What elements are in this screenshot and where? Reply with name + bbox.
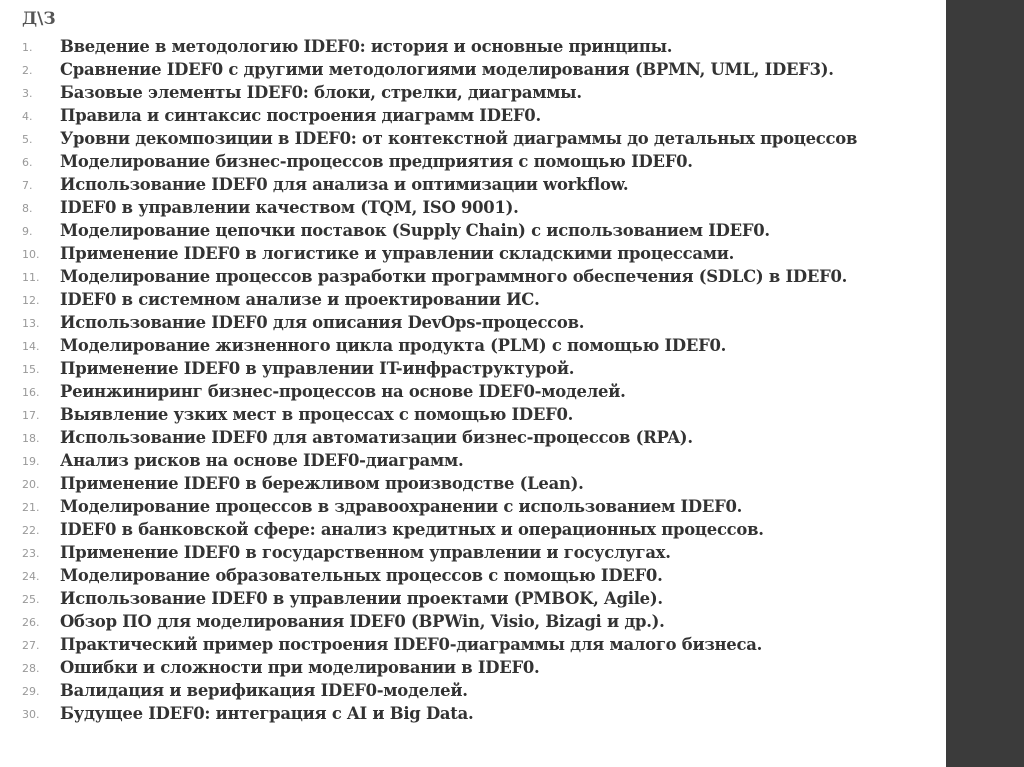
list-item xyxy=(22,703,934,726)
list-item xyxy=(22,404,934,427)
list-item-text: Применение IDEF0 в государственном управлении и госуслугах. xyxy=(60,543,671,562)
list-item-number: 30. xyxy=(22,708,40,721)
list-item-text: Сравнение IDEF0 с другими методологиями моделирования (BPMN, UML, IDEF3). xyxy=(60,60,834,79)
list-item-number: 20. xyxy=(22,478,40,491)
list-item-number: 11. xyxy=(22,271,40,284)
list-item-number: 19. xyxy=(22,455,40,468)
list-item-text: IDEF0 в управлении качеством (TQM, ISO 9001). xyxy=(60,198,519,217)
list-item xyxy=(22,588,934,611)
list-item-text: Валидация и верификация IDEF0-моделей. xyxy=(60,681,468,700)
list-item-number: 3. xyxy=(22,87,33,100)
list-item-text: Ошибки и сложности при моделировании в IDEF0. xyxy=(60,658,540,677)
list-item-number: 2. xyxy=(22,64,33,77)
list-item-text: Моделирование цепочки поставок (Supply Chain) с использованием IDEF0. xyxy=(60,221,770,240)
list-item xyxy=(22,473,934,496)
list-item-number: 16. xyxy=(22,386,40,399)
topic-list xyxy=(22,36,934,726)
list-item-number: 29. xyxy=(22,685,40,698)
list-item xyxy=(22,381,934,404)
list-item-text: Моделирование образовательных процессов с помощью IDEF0. xyxy=(60,566,663,585)
list-item-text: Моделирование жизненного цикла продукта (PLM) с помощью IDEF0. xyxy=(60,336,727,355)
list-item xyxy=(22,82,934,105)
list-item xyxy=(22,266,934,289)
list-item-text: Использование IDEF0 для автоматизации бизнес-процессов (RPA). xyxy=(60,428,693,447)
list-item xyxy=(22,565,934,588)
list-item-number: 12. xyxy=(22,294,40,307)
list-item xyxy=(22,289,934,312)
list-item-number: 1. xyxy=(22,41,33,54)
list-item-text: Базовые элементы IDEF0: блоки, стрелки, диаграммы. xyxy=(60,83,582,102)
list-item xyxy=(22,174,934,197)
list-item-number: 27. xyxy=(22,639,40,652)
list-item-text: Моделирование процессов в здравоохранении с использованием IDEF0. xyxy=(60,497,743,516)
list-item-number: 9. xyxy=(22,225,33,238)
list-item xyxy=(22,542,934,565)
list-item-text: Применение IDEF0 в управлении IT-инфраструктурой. xyxy=(60,359,575,378)
list-item-text: Реинжиниринг бизнес-процессов на основе IDEF0-моделей. xyxy=(60,382,626,401)
list-item xyxy=(22,312,934,335)
list-item-number: 5. xyxy=(22,133,33,146)
list-item-text: IDEF0 в банковской сфере: анализ кредитных и операционных процессов. xyxy=(60,520,764,539)
list-item-text: Использование IDEF0 в управлении проектами (PMBOK, Agile). xyxy=(60,589,663,608)
list-item xyxy=(22,220,934,243)
list-item-text: Применение IDEF0 в бережливом производстве (Lean). xyxy=(60,474,584,493)
list-item-text: Практический пример построения IDEF0-диаграммы для малого бизнеса. xyxy=(60,635,763,654)
list-item xyxy=(22,657,934,680)
list-item-text: Обзор ПО для моделирования IDEF0 (BPWin, Visio, Bizagi и др.). xyxy=(60,612,665,631)
list-item-number: 21. xyxy=(22,501,40,514)
list-item xyxy=(22,36,934,59)
list-item xyxy=(22,59,934,82)
list-item-number: 15. xyxy=(22,363,40,376)
list-item xyxy=(22,634,934,657)
list-item-text: Использование IDEF0 для анализа и оптимизации workflow. xyxy=(60,175,629,194)
list-item xyxy=(22,105,934,128)
list-item-number: 6. xyxy=(22,156,33,169)
list-item xyxy=(22,197,934,220)
list-item xyxy=(22,611,934,634)
list-item-text: Использование IDEF0 для описания DevOps-процессов. xyxy=(60,313,585,332)
list-item-text: Моделирование процессов разработки программного обеспечения (SDLC) в IDEF0. xyxy=(60,267,848,286)
list-item xyxy=(22,496,934,519)
list-item-text: Будущее IDEF0: интеграция с AI и Big Data. xyxy=(60,704,474,723)
list-item-number: 25. xyxy=(22,593,40,606)
list-item-number: 13. xyxy=(22,317,40,330)
list-item xyxy=(22,680,934,703)
list-item-number: 24. xyxy=(22,570,40,583)
list-item-number: 23. xyxy=(22,547,40,560)
list-item-text: Выявление узких мест в процессах с помощью IDEF0. xyxy=(60,405,574,424)
list-item xyxy=(22,243,934,266)
list-item-number: 14. xyxy=(22,340,40,353)
list-item xyxy=(22,151,934,174)
list-item xyxy=(22,427,934,450)
list-item-number: 17. xyxy=(22,409,40,422)
list-item-text: Правила и синтаксис построения диаграмм IDEF0. xyxy=(60,106,541,125)
list-item-number: 7. xyxy=(22,179,33,192)
list-item-number: 22. xyxy=(22,524,40,537)
list-item-number: 8. xyxy=(22,202,33,215)
list-item xyxy=(22,450,934,473)
list-item-number: 26. xyxy=(22,616,40,629)
list-item xyxy=(22,358,934,381)
list-item-number: 4. xyxy=(22,110,33,123)
list-item-text: Применение IDEF0 в логистике и управлении складскими процессами. xyxy=(60,244,735,263)
list-item-number: 18. xyxy=(22,432,40,445)
list-item-text: Моделирование бизнес-процессов предприятия с помощью IDEF0. xyxy=(60,152,693,171)
right-sidebar-bar xyxy=(946,0,1024,767)
list-item-number: 10. xyxy=(22,248,40,261)
list-item-number: 28. xyxy=(22,662,40,675)
list-item xyxy=(22,128,934,151)
list-item-text: IDEF0 в системном анализе и проектировании ИС. xyxy=(60,290,540,309)
list-item xyxy=(22,519,934,542)
slide-title: Д\З xyxy=(22,9,56,29)
list-item-text: Введение в методологию IDEF0: история и основные принципы. xyxy=(60,37,673,56)
list-item-text: Анализ рисков на основе IDEF0-диаграмм. xyxy=(60,451,464,470)
list-item xyxy=(22,335,934,358)
list-item-text: Уровни декомпозиции в IDEF0: от контекстной диаграммы до детальных процессов xyxy=(60,129,858,148)
